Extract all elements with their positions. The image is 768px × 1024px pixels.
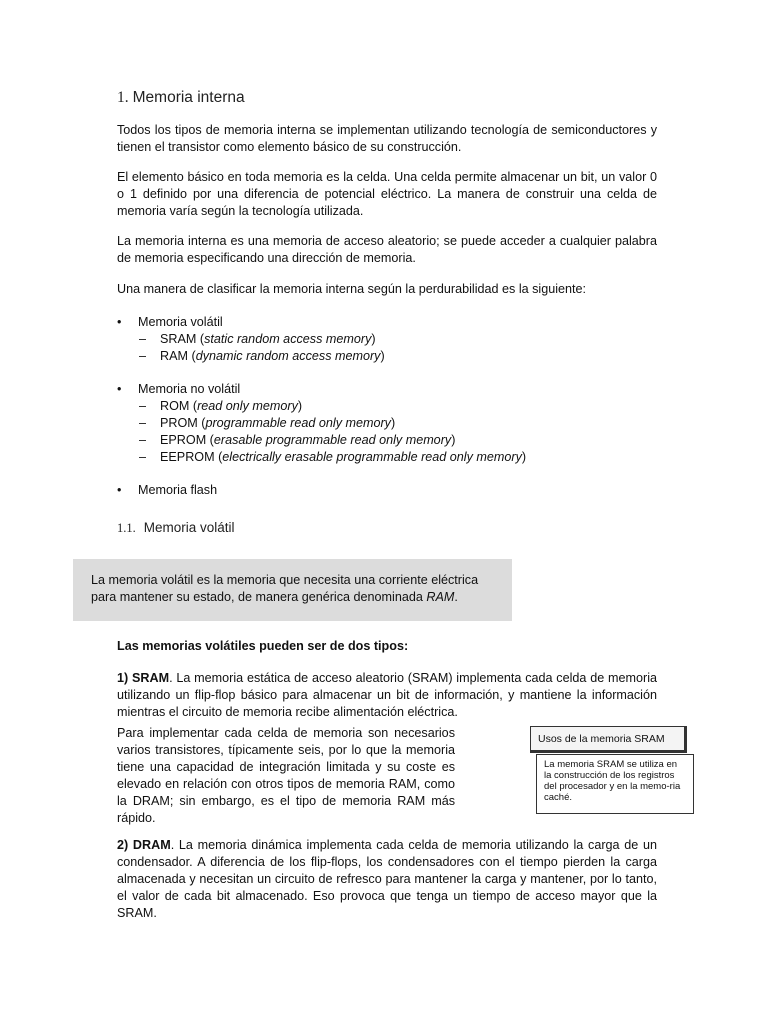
item-full-name: erasable programmable read only memory	[213, 433, 452, 447]
list-spacer	[117, 466, 637, 482]
list-subitem	[117, 415, 637, 432]
item-full-name: dynamic random access memory	[195, 349, 381, 363]
classification-list	[117, 314, 637, 499]
item-paren-close: )	[371, 332, 376, 346]
item-paren-close: )	[521, 450, 527, 464]
intro-paragraph-4: Una manera de clasificar la memoria interna según la perdurabilidad es la siguiente:	[117, 282, 587, 296]
list-subitem	[117, 331, 637, 348]
sram-label: 1) SRAM	[117, 671, 170, 685]
intro-paragraph-2: El elemento básico en toda memoria es la celda. Una celda permite almacenar un bit, un valor 0 o 1 definido por una diferencia de potencial eléctrico. La manera de construir una celda de memoria varía según la tecnología utilizada.	[117, 170, 657, 218]
intro-paragraph-1: Todos los tipos de memoria interna se implementan utilizando tecnología de semiconductores y tienen el transistor como elemento básico de su construcción.	[117, 123, 657, 154]
item-name: EPROM	[160, 433, 207, 447]
item-name: ROM	[160, 399, 190, 413]
item-paren-close: )	[380, 349, 385, 363]
item-paren-close: )	[451, 433, 456, 447]
sram-text: . La memoria estática de acceso aleatorio (SRAM) implementa cada celda de memoria utilizando un flip-flop básico para almacenar un bit de información, y mantiene la información mientras el circuito de memoria recibe alimentación eléctrica.	[117, 671, 657, 719]
item-paren-open: (	[214, 450, 223, 464]
subsection-number: 1.1.	[117, 521, 136, 535]
list-subitem	[117, 398, 637, 415]
volatile-label: Memoria volátil	[138, 315, 223, 329]
item-name: PROM	[160, 416, 198, 430]
subsection-title: Memoria volátil	[143, 520, 235, 535]
item-paren-open: (	[197, 416, 206, 430]
item-full-name: electrically erasable programmable read only memory	[222, 450, 522, 464]
dram-text: . La memoria dinámica implementa cada celda de memoria utilizando la carga de un condensador. A diferencia de los flip-flops, los condensadores con el tiempo pierden la carga almacenada y necesitan un circuito de refresco para mantener la carga y mantener, por lo tanto, el valor de cada bit almacenado. Eso provoca que tenga un tiempo de acceso mayor que la SRAM.	[117, 838, 657, 920]
list-item-nonvolatile	[117, 381, 637, 398]
list-subitem	[117, 449, 637, 466]
item-paren-close: )	[390, 416, 396, 430]
item-full-name: static random access memory	[204, 332, 372, 346]
item-full-name: programmable read only memory	[205, 416, 391, 430]
dram-paragraph	[117, 837, 657, 922]
sram-detail-paragraph: Para implementar cada celda de memoria son necesarios varios transistores, típicamente seis, por lo que la memoria tiene una capacidad de integración limitada y su coste es elevado en relación con otros tipos de memoria RAM, como la DRAM; sin embargo, es el tipo de memoria RAM más rápido.	[117, 726, 455, 825]
definition-callout	[73, 559, 512, 621]
section-number: 1.	[117, 89, 129, 106]
item-paren-open: (	[206, 433, 214, 447]
item-name: SRAM	[160, 332, 197, 346]
dram-label: 2) DRAM	[117, 838, 171, 852]
item-paren-close: )	[297, 399, 303, 413]
flash-label: Memoria flash	[138, 483, 218, 497]
list-subitem	[117, 432, 637, 449]
nonvolatile-label: Memoria no volátil	[138, 382, 241, 396]
types-heading: Las memorias volátiles pueden ser de dos tipos:	[117, 639, 409, 653]
sidebar-note-body: La memoria SRAM se utiliza en la construcción de los registros del procesador y en la memo-ria caché.	[536, 754, 694, 814]
item-paren-open: (	[188, 349, 196, 363]
callout-text: La memoria volátil es la memoria que necesita una corriente eléctrica para mantener su estado, de manera genérica denominada	[91, 573, 479, 604]
item-name: RAM	[160, 349, 188, 363]
callout-emphasis: RAM	[426, 590, 455, 604]
sram-paragraph	[117, 670, 657, 721]
section-title: Memoria interna	[132, 89, 245, 106]
sidebar-note-title: Usos de la memoria SRAM	[530, 726, 687, 753]
intro-paragraph-3: La memoria interna es una memoria de acceso aleatorio; se puede acceder a cualquier palabra de memoria especificando una dirección de memoria.	[117, 234, 657, 265]
list-item-flash	[117, 482, 637, 499]
list-item-volatile	[117, 314, 637, 331]
list-subitem	[117, 348, 637, 365]
callout-end: .	[454, 590, 458, 604]
item-full-name: read only memory	[197, 399, 298, 413]
section-heading	[117, 89, 245, 106]
item-paren-open: (	[189, 399, 198, 413]
item-paren-open: (	[196, 332, 205, 346]
list-spacer	[117, 365, 637, 381]
item-name: EEPROM	[160, 450, 215, 464]
subsection-heading	[117, 519, 235, 537]
